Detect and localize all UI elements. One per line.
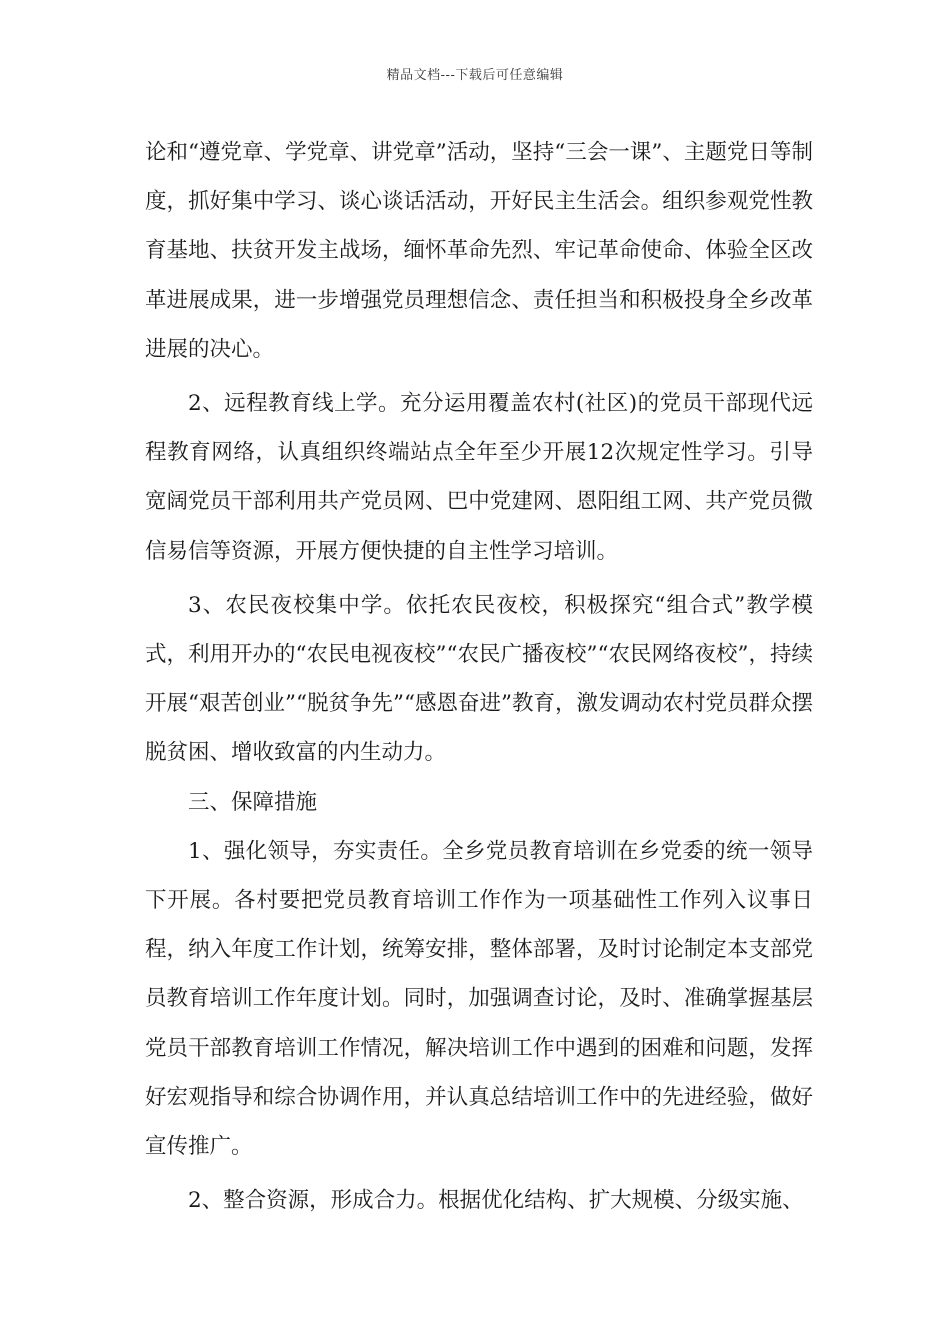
paragraph-strengthen-leadership: 1、强化领导，夯实责任。全乡党员教育培训在乡党委的统一领导下开展。各村要把党员教育培训工作作为一项基础性工作列入议事日程，纳入年度工作计划，统筹安排，整体部署，及时讨论制定本支部党员教育培训工作年度计划。同时，加强调查讨论，及时、准确掌握基层党员干部教育培训工作情况，解决培训工作中遇到的困难和问题，发挥好宏观指导和综合协调作用，并认真总结培训工作中的先进经验，做好宣传推广。 — [145, 838, 813, 1160]
document-body — [145, 128, 813, 1225]
page-header: 精品文档---下载后可任意编辑 — [386, 68, 564, 83]
section-heading-safeguards: 三、保障措施 — [188, 789, 318, 815]
paragraph-remote-education: 2、远程教育线上学。充分运用覆盖农村(社区)的党员干部现代远程教育网络，认真组织终端站点全年至少开展12次规定性学习。引导宽阔党员干部利用共产党员网、巴中党建网、恩阳组工网、共产党员微信易信等资源，开展方便快捷的自主性学习培训。 — [145, 391, 813, 564]
paragraph-integrate-resources: 2、整合资源，形成合力。根据优化结构、扩大规模、分级实施、 — [188, 1188, 804, 1214]
paragraph-farmer-night-school: 3、农民夜校集中学。依托农民夜校，积极探究“组合式”教学模式，利用开办的“农民电视夜校”“农民广播夜校”“农民网络夜校”，持续开展“艰苦创业”“脱贫争先”“感恩奋进”教育，激发调动农村党员群众摆脱贫困、增收致富的内生动力。 — [145, 592, 813, 766]
paragraph-continuation: 论和“遵党章、学党章、讲党章”活动，坚持“三会一课”、主题党日等制度，抓好集中学习、谈心谈话活动，开好民主生活会。组织参观党性教育基地、扶贫开发主战场，缅怀革命先烈、牢记革命使命、体验全区改革进展成果，进一步增强党员理想信念、责任担当和积极投身全乡改革进展的决心。 — [145, 140, 813, 362]
